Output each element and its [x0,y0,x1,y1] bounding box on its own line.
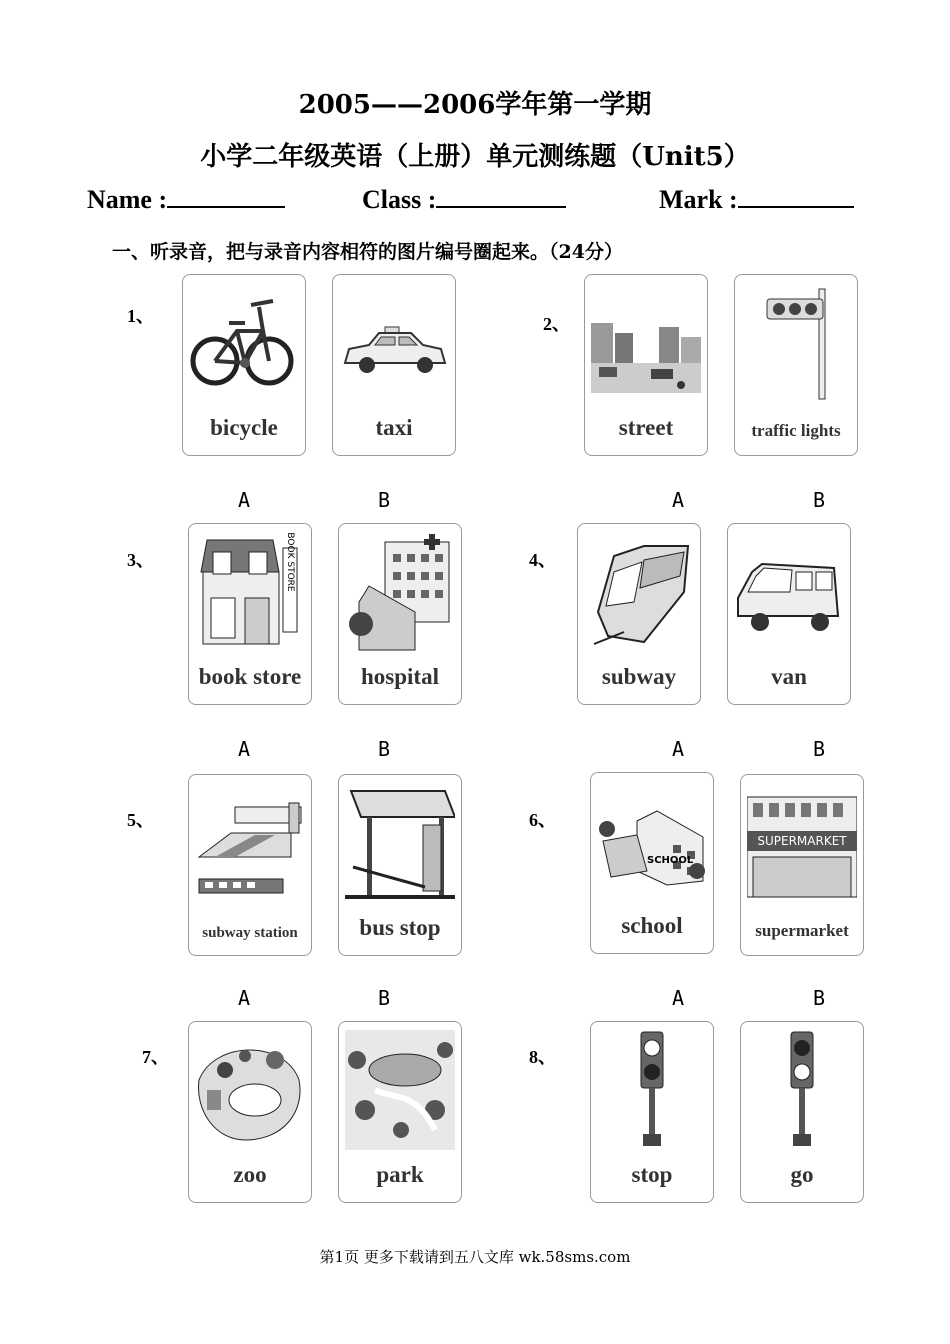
book-store-icon [195,532,305,652]
card-subway-station[interactable] [188,774,312,956]
supermarket-sign: SUPERMARKET [757,834,847,848]
card-stop[interactable] [590,1021,714,1203]
card-hospital[interactable] [338,523,462,705]
option-label-a: A [238,488,251,512]
card-word: park [376,1162,424,1187]
question-number: 5、 [127,810,154,830]
bicycle-icon [189,283,299,403]
class-blank[interactable] [436,182,566,208]
card-word: stop [631,1162,673,1187]
card-supermarket[interactable] [740,774,864,956]
card-word: bicycle [210,415,278,440]
card-taxi[interactable] [332,274,456,456]
stop-light-icon [597,1030,707,1150]
mark-blank[interactable] [738,182,854,208]
option-label-b: B [378,986,391,1010]
page-title-year: 2005——2006学年第一学期 [298,90,652,120]
card-subway[interactable] [577,523,701,705]
question-number: 3、 [127,550,154,570]
card-word: book store [198,664,302,689]
option-label-a: A [672,986,685,1010]
park-icon [345,1030,455,1150]
class-label: Class : [362,185,437,214]
section-instruction: 一、听录音，把与录音内容相符的图片编号圈起来。（24分） [112,241,623,263]
card-go[interactable] [740,1021,864,1203]
subway-train-icon [584,532,694,652]
card-bus-stop[interactable] [338,774,462,956]
subway-station-icon [195,783,305,903]
question-number: 7、 [142,1047,169,1067]
question-number: 8、 [529,1047,556,1067]
card-traffic-lights[interactable] [734,274,858,456]
school-sign: SCHOOL [647,855,694,866]
card-school[interactable] [590,772,714,954]
school-icon [597,781,707,901]
option-label-b: B [378,488,391,512]
option-label-a: A [238,986,251,1010]
name-label: Name : [87,185,168,214]
question-number: 2、 [543,314,570,334]
bus-stop-icon [345,783,455,903]
question-number: 6、 [529,810,556,830]
option-label-a: A [238,737,251,761]
street-icon [591,283,701,403]
card-word: school [621,913,683,938]
zoo-icon [195,1030,305,1150]
name-field[interactable] [87,182,285,215]
mark-field[interactable] [659,182,854,215]
card-word: go [790,1162,814,1187]
page-title-subject: 小学二年级英语（上册）单元测练题（Unit5） [200,142,750,172]
card-van[interactable] [727,523,851,705]
card-word: taxi [375,415,413,440]
card-street[interactable] [584,274,708,456]
option-label-a: A [672,488,685,512]
card-word: street [618,415,674,440]
card-zoo[interactable] [188,1021,312,1203]
option-label-b: B [813,488,826,512]
card-bicycle[interactable] [182,274,306,456]
card-word: subway [601,664,677,689]
option-label-b: B [813,737,826,761]
supermarket-icon [747,783,857,903]
card-word: zoo [233,1162,267,1187]
book-store-sign: BOOK STORE [285,532,295,592]
taxi-icon [339,283,449,403]
page-footer: 第1页 更多下载请到五八文库 wk.58sms.com [319,1248,631,1266]
hospital-icon [345,532,455,652]
card-book-store[interactable] [188,523,312,705]
class-field[interactable] [362,182,566,215]
card-park[interactable] [338,1021,462,1203]
option-label-b: B [378,737,391,761]
option-label-a: A [672,737,685,761]
mark-label: Mark : [659,185,738,214]
card-word: hospital [361,664,439,689]
option-label-b: B [813,986,826,1010]
question-number: 4、 [529,550,556,570]
card-word: traffic lights [751,421,841,440]
traffic-lights-icon [741,283,851,403]
van-icon [734,532,844,652]
card-word: bus stop [359,915,441,940]
name-blank[interactable] [167,182,285,208]
go-light-icon [747,1030,857,1150]
question-number: 1、 [127,306,154,326]
card-word: subway station [202,925,298,941]
card-word: supermarket [755,921,849,940]
card-word: van [771,664,807,689]
